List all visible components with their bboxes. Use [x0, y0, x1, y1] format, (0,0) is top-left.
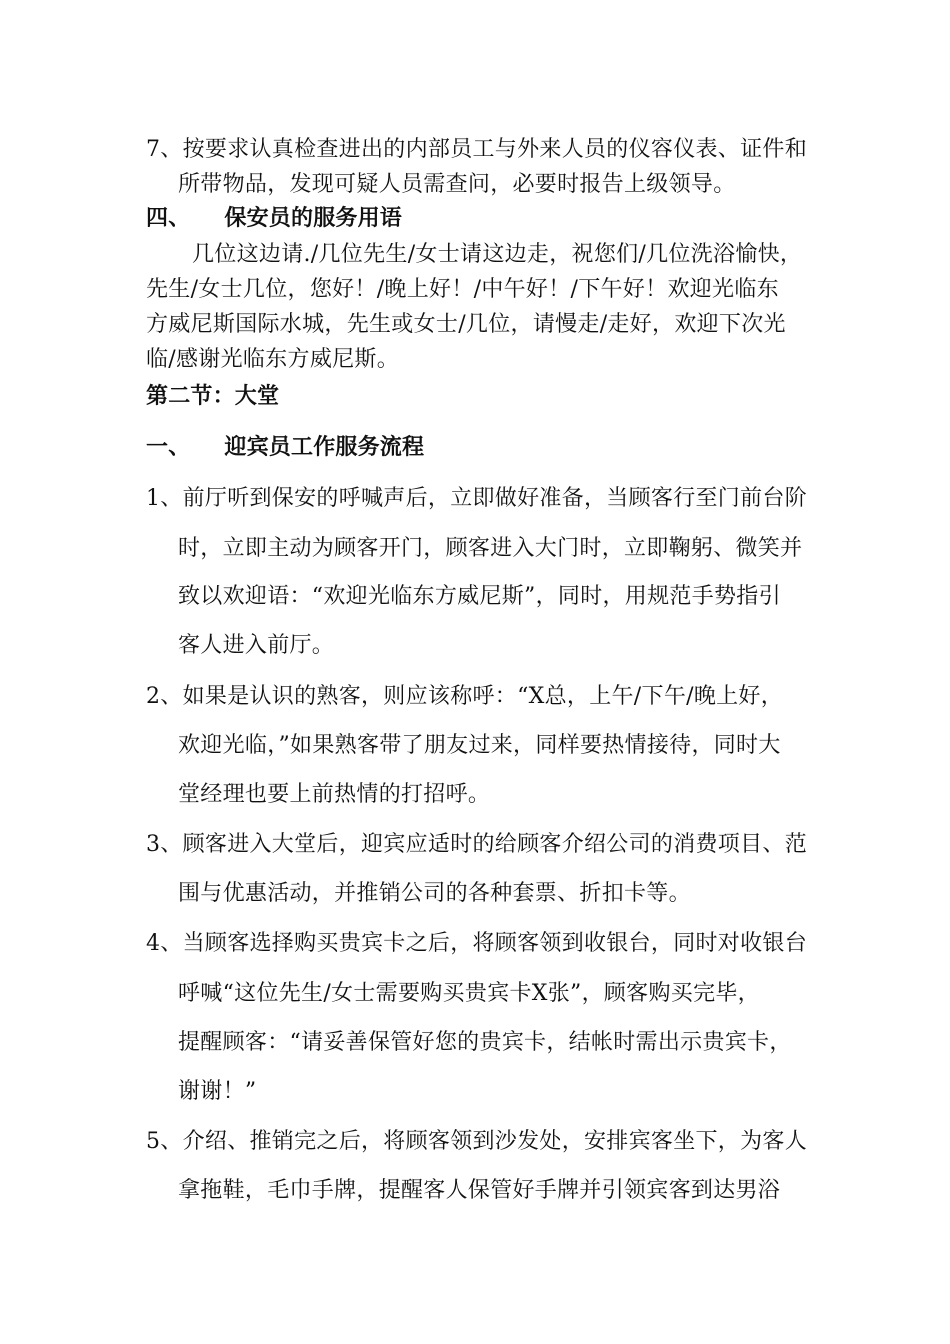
item-5-line-1: 5、介绍、推销完之后，将顾客领到沙发处，安排宾客坐下，为客人 [146, 1129, 807, 1154]
item-4-line-2: 呼喊“这位先生/女士需要购买贵宾卡X张”，顾客购买完毕， [178, 981, 760, 1006]
item-4-line-1: 4、当顾客选择购买贵宾卡之后，将顾客领到收银台，同时对收银台 [146, 931, 807, 956]
item-7-line-2: 所带物品，发现可疑人员需查问，必要时报告上级领导。 [178, 172, 736, 197]
section-4-para-line-4: 临/感谢光临东方威尼斯。 [146, 347, 400, 372]
item-4-line-3: 提醒顾客：“请妥善保管好您的贵宾卡，结帐时需出示贵宾卡， [178, 1030, 792, 1055]
item-2-line-3: 堂经理也要上前热情的打招呼。 [178, 782, 491, 807]
item-7-line-1: 7、按要求认真检查进出的内部员工与外来人员的仪容仪表、证件和 [146, 137, 807, 162]
item-2-line-1: 2、如果是认识的熟客，则应该称呼：“X总，上午/下午/晚上好， [146, 684, 784, 709]
item-3-line-2: 围与优惠活动，并推销公司的各种套票、折扣卡等。 [178, 881, 691, 906]
section-4-para-line-2: 先生/女士几位，您好！/晚上好！/中午好！/下午好！欢迎光临东 [146, 277, 779, 302]
item-1-line-4: 客人进入前厅。 [178, 633, 335, 658]
item-3-line-1: 3、顾客进入大堂后，迎宾应适时的给顾客介绍公司的消费项目、范 [146, 832, 807, 857]
section-4-title: 保安员的服务用语 [224, 206, 403, 231]
section-4-heading [146, 204, 402, 234]
item-2-line-2: 欢迎光临，”如果熟客带了朋友过来，同样要热情接待，同时大 [178, 733, 781, 758]
item-1-line-1: 1、前厅听到保安的呼喊声后，立即做好准备，当顾客行至门前台阶 [146, 486, 807, 511]
section-1-title: 迎宾员工作服务流程 [224, 435, 425, 460]
section-4-para-line-1: 几位这边请./几位先生/女士请这边走，祝您们/几位洗浴愉快， [192, 242, 803, 267]
section-1-number: 一、 [146, 435, 191, 460]
section-1-heading [146, 433, 424, 463]
item-1-line-2: 时，立即主动为顾客开门，顾客进入大门时，立即鞠躬、微笑并 [178, 536, 803, 561]
section-4-para-line-3: 方威尼斯国际水城，先生或女士/几位，请慢走/走好，欢迎下次光 [146, 312, 786, 337]
item-1-line-3: 致以欢迎语：“欢迎光临东方威尼斯”，同时，用规范手势指引 [178, 584, 781, 609]
section-4-number: 四、 [146, 206, 191, 231]
chapter-title: 第二节：大堂 [146, 384, 280, 409]
item-5-line-2: 拿拖鞋，毛巾手牌，提醒客人保管好手牌并引领宾客到达男浴 [178, 1178, 781, 1203]
item-4-line-4: 谢谢！” [178, 1079, 257, 1104]
